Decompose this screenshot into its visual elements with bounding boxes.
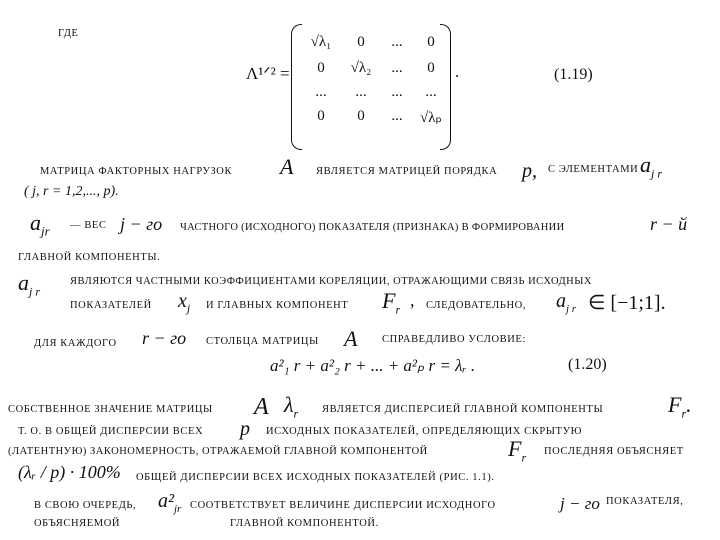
total-variance-text: Т. О. В ОБЩЕЙ ДИСПЕРСИИ ВСЕХ	[18, 426, 204, 437]
in-turn-text: В СВОЮ ОЧЕРЕДЬ,	[34, 500, 137, 511]
symbol-ajr: $a_{j r}$	[640, 152, 663, 181]
matrix-cell: 0	[317, 108, 325, 124]
main-component-text: ГЛАВНОЙ КОМПОНЕНТЫ.	[18, 252, 161, 263]
matrix-order-text: ЯВЛЯЕТСЯ МАТРИЦЕЙ ПОРЯДКА	[316, 166, 498, 177]
matrix-cell: ...	[355, 84, 367, 100]
symbol-j-go: j − го	[120, 214, 163, 234]
symbol-lambda-r: $\lambda_r$	[284, 392, 299, 421]
partial-indicator-text: ЧАСТНОГО (ИСХОДНОГО) ПОКАЗАТЕЛЯ (ПРИЗНАКА) В ФОРМИРОВАНИИ	[180, 222, 565, 233]
column-text: СТОЛБЦА МАТРИЦЫ	[206, 336, 319, 347]
hidden-pattern-text: ИСХОДНЫХ ПОКАЗАТЕЛЕЙ, ОПРЕДЕЛЯЮЩИХ СКРЫТУЮ	[266, 426, 583, 437]
matrix-loadings-text: МАТРИЦА ФАКТОРНЫХ НАГРУЗОК	[40, 166, 233, 177]
matrix-cell: 0	[357, 108, 365, 124]
symbol-ajr: $a_{j r}$	[18, 270, 41, 299]
share-text: ОБЩЕЙ ДИСПЕРСИИ ВСЕХ ИСХОДНЫХ ПОКАЗАТЕЛЕЙ (РИС. 1.1).	[136, 472, 495, 483]
variance-text: ЯВЛЯЕТСЯ ДИСПЕРСИЕЙ ГЛАВНОЙ КОМПОНЕНТЫ	[322, 404, 604, 415]
equation-trailing-dot: .	[455, 64, 459, 81]
comma: ,	[410, 290, 415, 310]
weight-text: — ВЕС	[70, 220, 107, 231]
percent-formula: (λᵣ / p) · 100%	[18, 462, 121, 482]
where-word: ГДЕ	[58, 28, 79, 39]
symbol-r-y: r − й	[650, 214, 688, 234]
matrix-cell: ...	[391, 34, 403, 50]
symbol-p: p,	[522, 160, 537, 182]
equation-number: (1.20)	[568, 356, 607, 373]
symbol-p: p	[240, 418, 250, 440]
symbol-A: A	[280, 154, 294, 179]
indicators-text: ПОКАЗАТЕЛЕЙ	[70, 300, 152, 311]
matrix-cell: √λₚ	[420, 110, 442, 126]
index-range: ( j, r = 1,2,..., p).	[24, 184, 119, 199]
interval: ∈ [−1;1].	[588, 292, 666, 314]
equation-number: (1.19)	[554, 66, 593, 83]
lambda-half-lhs: Λ¹ᐟ² =	[246, 64, 290, 83]
matrix-cell: ...	[425, 84, 437, 100]
symbol-Fr: $F_r$	[382, 288, 401, 317]
indicator-text: ПОКАЗАТЕЛЯ,	[606, 496, 684, 507]
matrix-cell: 0	[357, 34, 365, 50]
therefore-text: СЛЕДОВАТЕЛЬНО,	[426, 300, 527, 311]
matrix-cell: ...	[391, 60, 403, 76]
matrix-cell: 0	[427, 60, 435, 76]
for-each-text: ДЛЯ КАЖДОГО	[34, 338, 117, 349]
condition-text: СПРАВЕДЛИВО УСЛОВИЕ:	[382, 334, 526, 345]
latent-pattern-text: (ЛАТЕНТНУЮ) ЗАКОНОМЕРНОСТЬ, ОТРАЖАЕМОЙ ГЛАВНОЙ КОМПОНЕНТОЙ	[8, 446, 428, 457]
symbol-A: A	[344, 326, 358, 351]
symbol-r-go: r − го	[142, 328, 187, 348]
symbol-a2jr: $a^2_{jr}$	[158, 490, 182, 515]
with-elements-text: С ЭЛЕМЕНТАМИ	[548, 164, 639, 175]
matrix-cell: √λ₁	[310, 34, 332, 50]
explains-text: ПОСЛЕДНЯЯ ОБЪЯСНЯЕТ	[544, 446, 684, 457]
matrix-cell: 0	[427, 34, 435, 50]
equation-1-20: a²₁ r + a²₂ r + ... + a²ₚ r = λᵣ .	[270, 356, 476, 375]
corresponds-text: СООТВЕТСТВУЕТ ВЕЛИЧИНЕ ДИСПЕРСИИ ИСХОДНОГО	[190, 500, 496, 511]
matrix-cell: √λ₂	[350, 60, 372, 76]
symbol-A: A	[254, 394, 269, 420]
matrix-cell: ...	[391, 108, 403, 124]
main-components-text: И ГЛАВНЫХ КОМПОНЕНТ	[206, 300, 349, 311]
explained-text: ОБЪЯСНЯЕМОЙ	[34, 518, 121, 529]
symbol-j-go: j − го	[560, 494, 600, 513]
symbol-xj: $x_j$	[178, 290, 191, 315]
symbol-Fr: $F_r$	[508, 436, 527, 465]
symbol-ajr: $a_{jr}$	[30, 210, 50, 239]
by-component-text: ГЛАВНОЙ КОМПОНЕНТОЙ.	[230, 518, 379, 529]
eigenvalue-text: СОБСТВЕННОЕ ЗНАЧЕНИЕ МАТРИЦЫ	[8, 404, 213, 415]
matrix-cell: ...	[391, 84, 403, 100]
correlation-text: ЯВЛЯЮТСЯ ЧАСТНЫМИ КОЭФФИЦИЕНТАМИ КОРЕЛЯЦИИ, ОТРАЖАЮЩИМИ СВЯЗЬ ИСХОДНЫХ	[70, 276, 593, 287]
matrix-cell: ...	[315, 84, 327, 100]
matrix-cell: 0	[317, 60, 325, 76]
symbol-Fr: $F_r$.	[668, 392, 692, 421]
symbol-ajr: $a_{j r}$	[556, 290, 577, 315]
